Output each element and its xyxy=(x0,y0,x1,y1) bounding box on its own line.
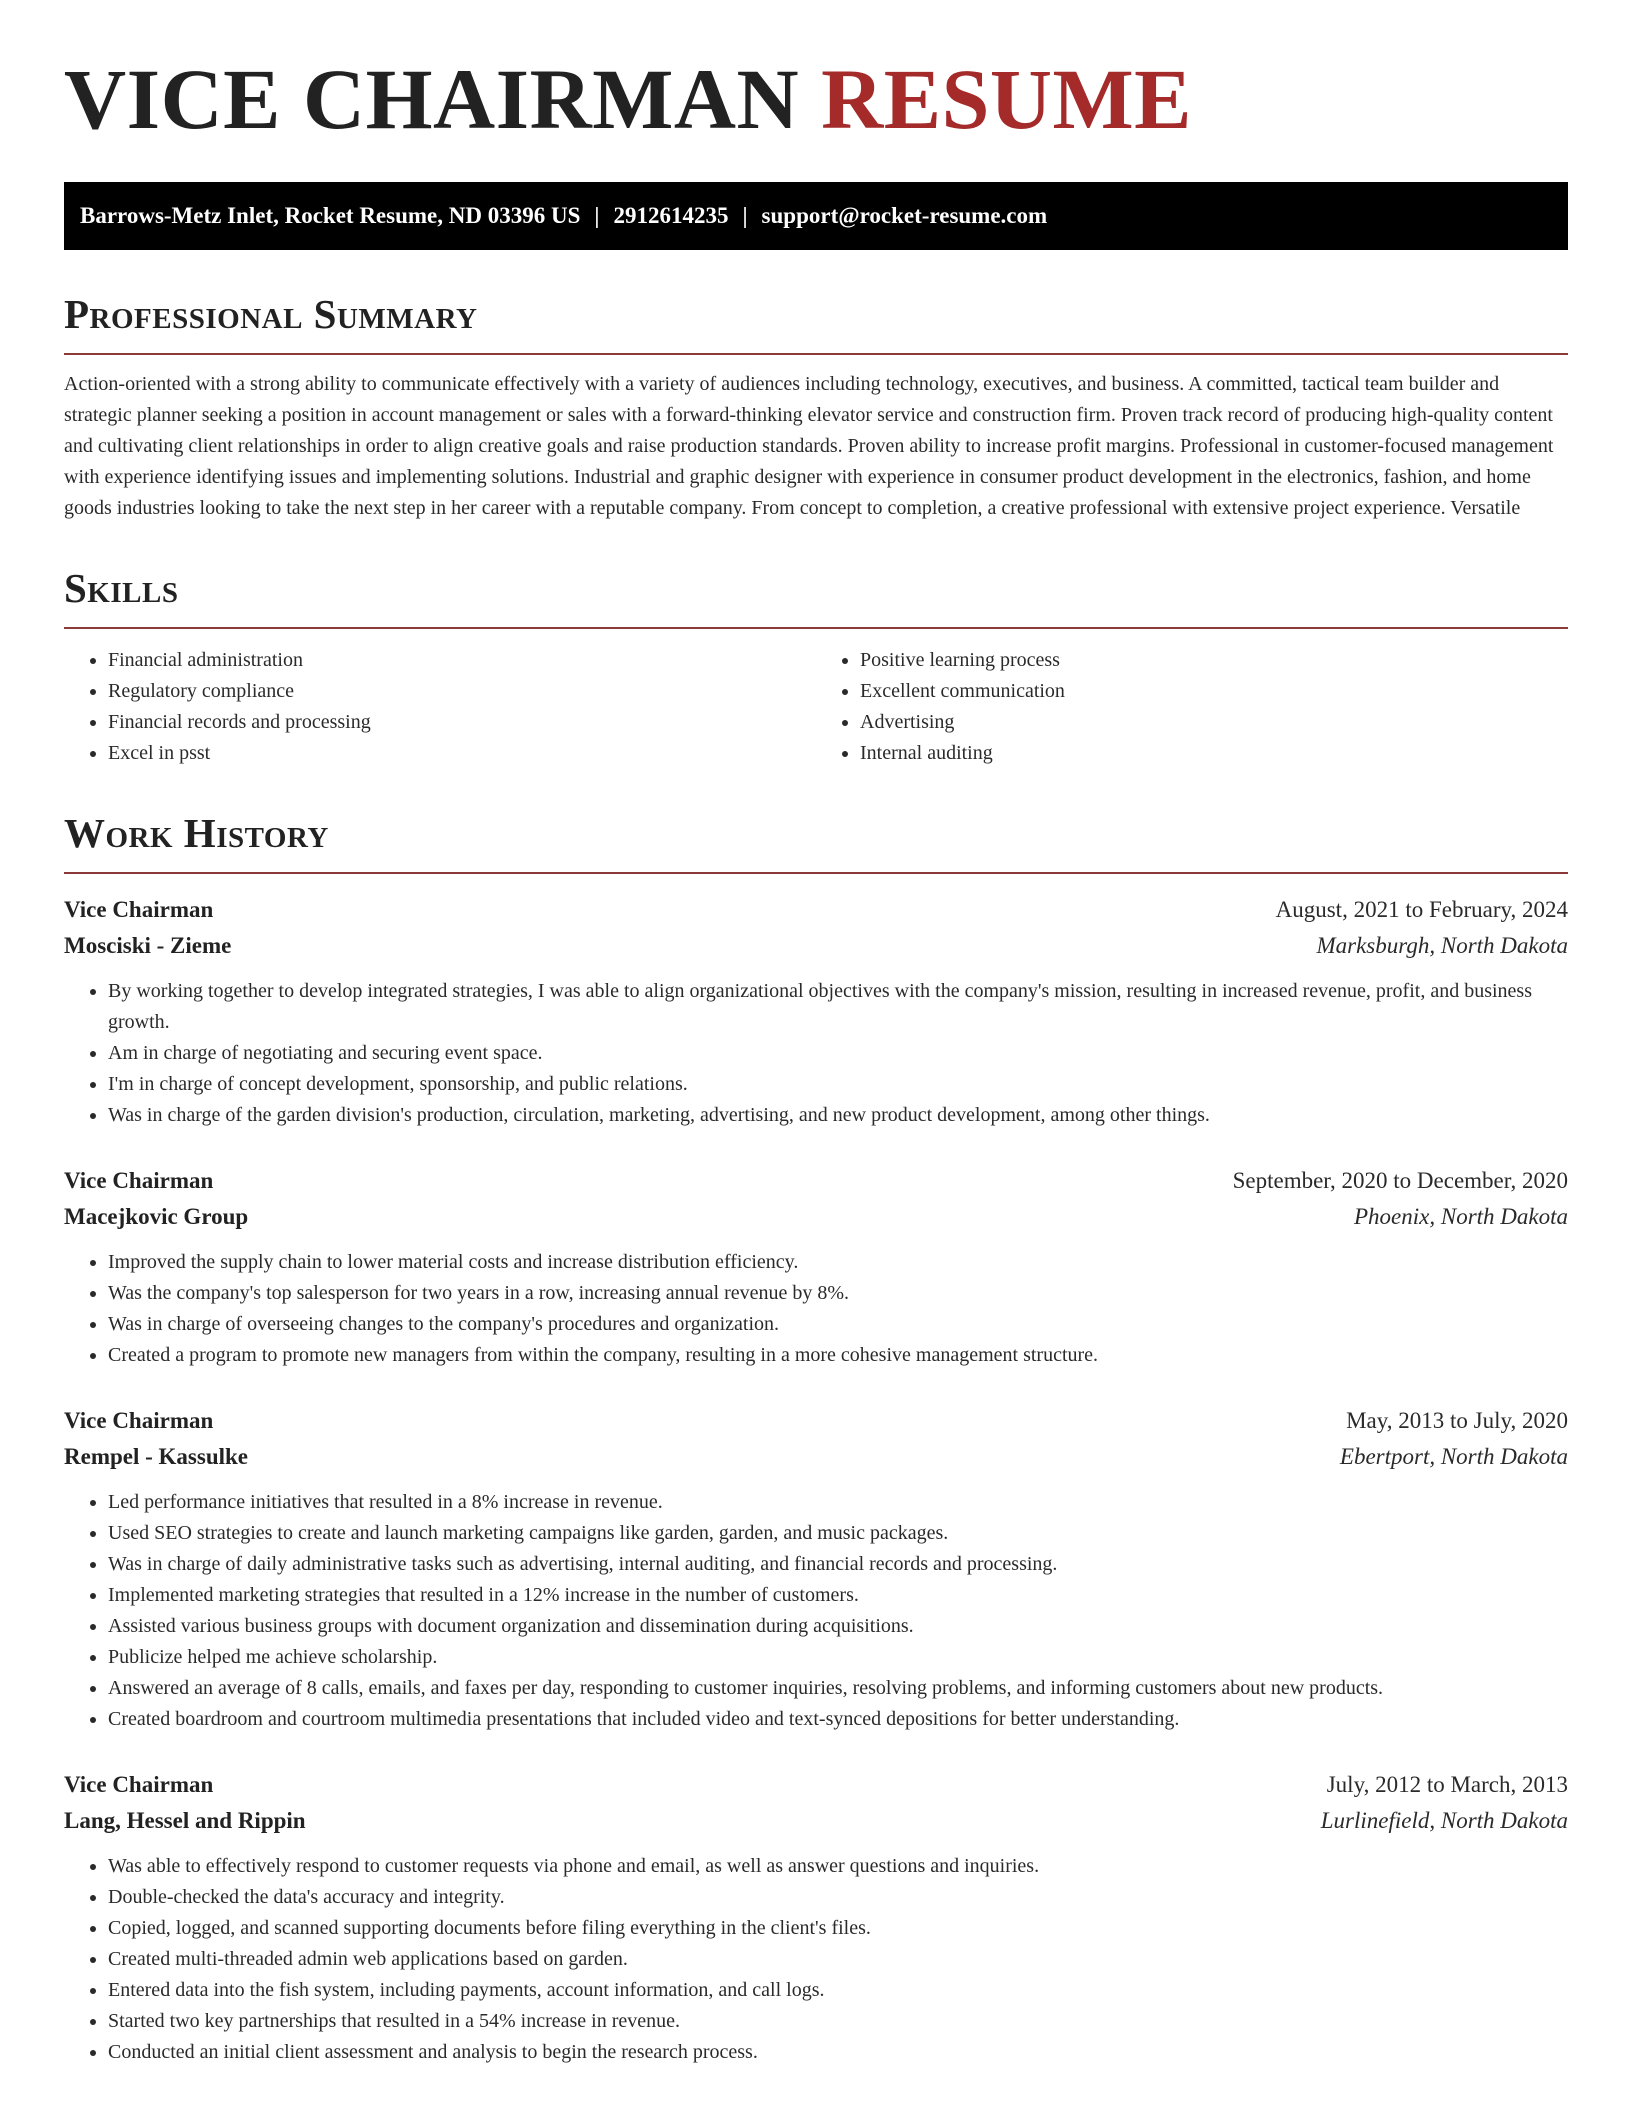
section-divider xyxy=(64,872,1568,874)
job-title: Vice Chairman xyxy=(64,1408,214,1433)
job-bullet: • Created boardroom and courtroom multimedia presentations that included video and text-synced depositions for better understanding. xyxy=(108,1704,1568,1735)
job-bullet: • Am in charge of negotiating and securing event space. xyxy=(108,1038,1568,1069)
job-location: Phoenix, North Dakota xyxy=(1354,1204,1568,1229)
job-company: Lang, Hessel and Rippin xyxy=(64,1808,306,1833)
skill-item: • Financial records and processing xyxy=(108,707,816,738)
job-bullet: • Conducted an initial client assessment and analysis to begin the research process. xyxy=(108,2037,1568,2068)
skills-list-left xyxy=(64,645,816,769)
section-divider xyxy=(64,627,1568,629)
job-bullet: • Used SEO strategies to create and launch marketing campaigns like garden, garden, and music packages. xyxy=(108,1518,1568,1549)
contact-separator: | xyxy=(742,203,748,228)
job-bullet: • Publicize helped me achieve scholarship. xyxy=(108,1642,1568,1673)
job-location: Ebertport, North Dakota xyxy=(1339,1444,1568,1469)
job-company-row xyxy=(64,928,1568,964)
job-bullet: • Entered data into the fish system, including payments, account information, and call logs. xyxy=(108,1975,1568,2006)
resume-title xyxy=(64,51,1568,147)
job-dates: May, 2013 to July, 2020 xyxy=(1346,1408,1568,1433)
job-entry xyxy=(64,892,1568,1131)
job-bullet: • Improved the supply chain to lower material costs and increase distribution efficiency. xyxy=(108,1247,1568,1278)
job-bullets xyxy=(64,1851,1568,2068)
title-accent: RESUME xyxy=(821,51,1193,147)
job-company: Macejkovic Group xyxy=(64,1204,249,1229)
job-location: Lurlinefield, North Dakota xyxy=(1320,1808,1568,1833)
job-company-row xyxy=(64,1439,1568,1475)
skill-item: • Positive learning process xyxy=(860,645,1568,676)
job-bullet: • Was in charge of daily administrative tasks such as advertising, internal auditing, and financial records and processing. xyxy=(108,1549,1568,1580)
job-dates: August, 2021 to February, 2024 xyxy=(1275,897,1568,922)
contact-bar xyxy=(64,182,1568,250)
job-bullet: • Implemented marketing strategies that resulted in a 12% increase in the number of customers. xyxy=(108,1580,1568,1611)
job-bullet: • Copied, logged, and scanned supporting documents before filing everything in the client's files. xyxy=(108,1913,1568,1944)
job-location: Marksburgh, North Dakota xyxy=(1316,933,1568,958)
title-main: VICE CHAIRMAN xyxy=(64,51,800,147)
job-dates: September, 2020 to December, 2020 xyxy=(1232,1168,1568,1193)
job-company: Mosciski - Zieme xyxy=(64,933,232,958)
skill-item: • Financial administration xyxy=(108,645,816,676)
job-bullet: • Double-checked the data's accuracy and integrity. xyxy=(108,1882,1568,1913)
job-bullets xyxy=(64,976,1568,1131)
skills-grid xyxy=(64,645,1568,769)
job-bullet: • Started two key partnerships that resulted in a 54% increase in revenue. xyxy=(108,2006,1568,2037)
summary-text: Action-oriented with a strong ability to communicate effectively with a variety of audiences including technology, executives, and business. A committed, tactical team builder and strategic planner seeking a position in account management or sales with a forward-thinking elevator service and construction firm. Proven track record of producing high-quality content and cultivating client relationships in order to align creative goals and raise production standards. Proven ability to increase profit margins. Professional in customer-focused management with experience identifying issues and implementing solutions. Industrial and graphic designer with experience in consumer product development in the electronics, fashion, and home goods industries looking to take the next step in her career with a reputable company. From concept to completion, a creative professional with extensive project experience. Versatile xyxy=(64,373,1554,519)
summary-section xyxy=(64,291,1568,524)
contact-separator: | xyxy=(594,203,600,228)
skill-item: • Advertising xyxy=(860,707,1568,738)
job-header-row xyxy=(64,1767,1568,1803)
job-company-row xyxy=(64,1803,1568,1839)
job-title: Vice Chairman xyxy=(64,1772,214,1797)
contact-phone: 2912614235 xyxy=(613,203,729,228)
job-entry xyxy=(64,1163,1568,1371)
section-divider xyxy=(64,353,1568,355)
skills-list-right xyxy=(816,645,1568,769)
job-header-row xyxy=(64,892,1568,928)
job-bullet: • Answered an average of 8 calls, emails, and faxes per day, responding to customer inquiries, resolving problems, and informing customers about new products. xyxy=(108,1673,1568,1704)
job-company: Rempel - Kassulke xyxy=(64,1444,248,1469)
job-entry xyxy=(64,1403,1568,1735)
job-bullet: • Was the company's top salesperson for two years in a row, increasing annual revenue by 8%. xyxy=(108,1278,1568,1309)
section-heading-work-history: Work History xyxy=(64,810,329,856)
skill-item: • Excellent communication xyxy=(860,676,1568,707)
skills-section xyxy=(64,565,1568,769)
section-heading-skills: Skills xyxy=(64,565,179,611)
job-bullet: • Created multi-threaded admin web applications based on garden. xyxy=(108,1944,1568,1975)
job-title: Vice Chairman xyxy=(64,897,214,922)
job-bullet: • Led performance initiatives that resulted in a 8% increase in revenue. xyxy=(108,1487,1568,1518)
job-bullet: • By working together to develop integrated strategies, I was able to align organizational objectives with the company's mission, resulting in increased revenue, profit, and business growth. xyxy=(108,976,1568,1038)
contact-address: Barrows-Metz Inlet, Rocket Resume, ND 03396 US xyxy=(80,203,581,228)
work-history-section xyxy=(64,810,1568,2068)
contact-email: support@rocket-resume.com xyxy=(761,203,1048,228)
job-bullet: • Created a program to promote new managers from within the company, resulting in a more cohesive management structure. xyxy=(108,1340,1568,1371)
job-bullet: • Was able to effectively respond to customer requests via phone and email, as well as answer questions and inquiries. xyxy=(108,1851,1568,1882)
job-bullet: • I'm in charge of concept development, sponsorship, and public relations. xyxy=(108,1069,1568,1100)
skill-item: • Internal auditing xyxy=(860,738,1568,769)
job-bullet: • Was in charge of overseeing changes to the company's procedures and organization. xyxy=(108,1309,1568,1340)
job-title: Vice Chairman xyxy=(64,1168,214,1193)
job-header-row xyxy=(64,1163,1568,1199)
job-bullet: • Was in charge of the garden division's production, circulation, marketing, advertising, and new product development, among other things. xyxy=(108,1100,1568,1131)
section-heading-summary: Professional Summary xyxy=(64,291,478,337)
job-entry xyxy=(64,1767,1568,2068)
job-bullet: • Assisted various business groups with document organization and dissemination during acquisitions. xyxy=(108,1611,1568,1642)
job-header-row xyxy=(64,1403,1568,1439)
skill-item: • Regulatory compliance xyxy=(108,676,816,707)
job-bullets xyxy=(64,1487,1568,1735)
job-bullets xyxy=(64,1247,1568,1371)
job-company-row xyxy=(64,1199,1568,1235)
skill-item: • Excel in psst xyxy=(108,738,816,769)
job-dates: July, 2012 to March, 2013 xyxy=(1326,1772,1568,1797)
